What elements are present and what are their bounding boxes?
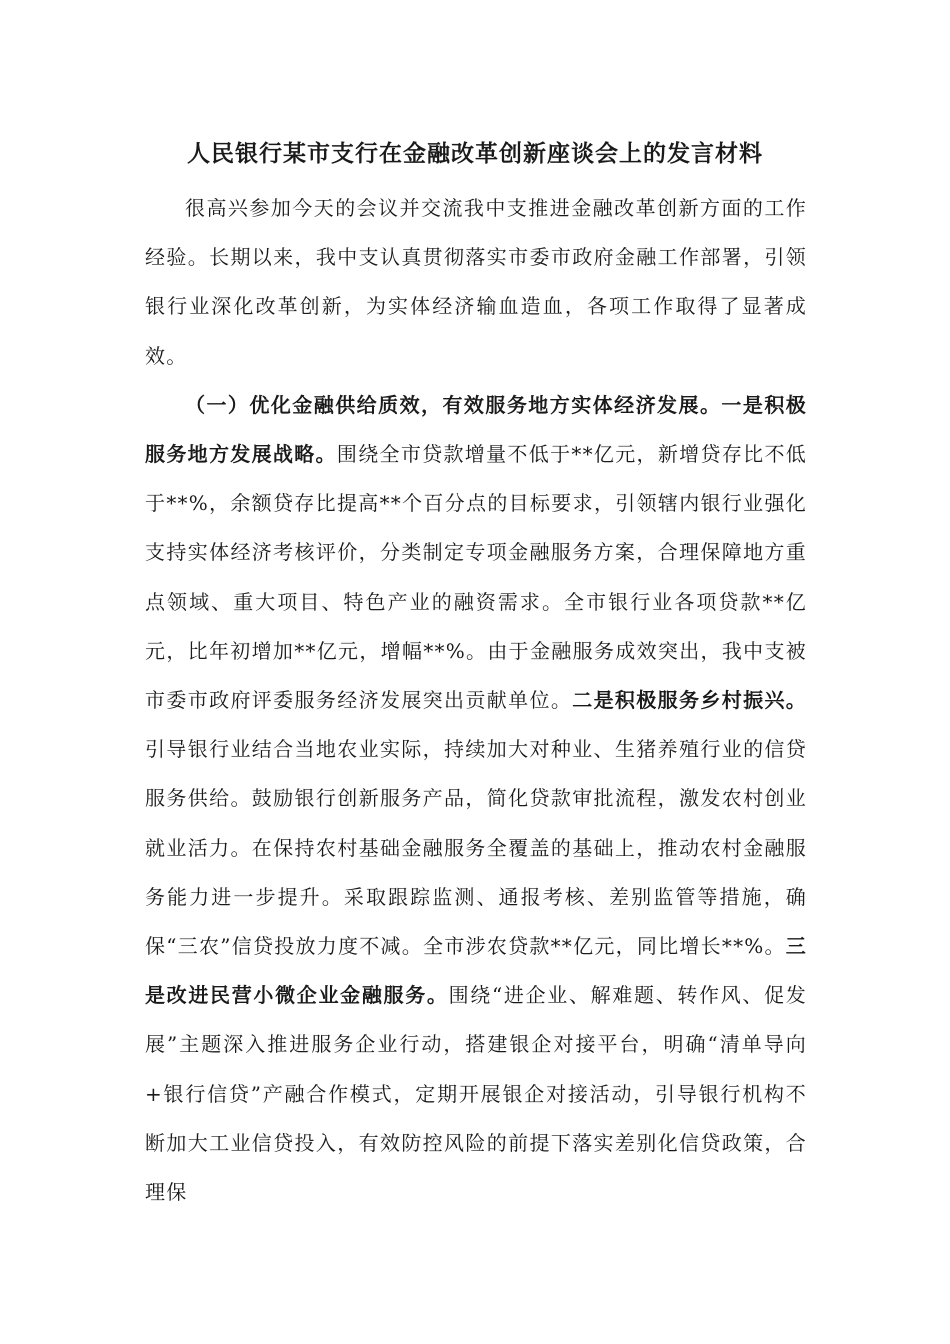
intro-paragraph: 很高兴参加今天的会议并交流我中支推进金融改革创新方面的工作经验。长期以来，我中支认真贯彻落实市委市政府金融工作部署，引领银行业深化改革创新，为实体经济输血造血，各项工作取得了显著成效。: [145, 196, 807, 368]
point-2-text: 引导银行业结合当地农业实际，持续加大对种业、生猪养殖行业的信贷服务供给。鼓励银行创新服务产品，简化贷款审批流程，激发农村创业就业活力。在保持农村基础金融服务全覆盖的基础上，推动农村金融服务能力进一步提升。采取跟踪监测、通报考核、差别监管等措施，确保“三农”信贷投放力度不减。全市涉农贷款**亿元，同比增长**%。: [145, 737, 807, 959]
point-3-title: 三是改进民营小微企业金融服务。: [145, 934, 807, 1008]
section-1-paragraph: [145, 381, 807, 1217]
point-1-title: 一是积极服务地方发展战略。: [145, 392, 807, 467]
document-title: 人民银行某市支行在金融改革创新座谈会上的发言材料: [187, 140, 763, 167]
point-3-text: 围绕“进企业、解难题、转作风、促发展”主题深入推进服务企业行动，搭建银企对接平台，明确“清单导向+银行信贷”产融合作模式，定期开展银企对接活动，引导银行机构不断加大工业信贷投入，有效防控风险的前提下落实差别化信贷政策，合理保: [145, 983, 808, 1205]
point-2-title: 二是积极服务乡村振兴。: [572, 688, 808, 713]
document-body: [145, 184, 807, 1217]
section-1-heading: （一）优化金融供给质效，有效服务地方实体经济发展。: [185, 392, 722, 417]
point-1-text: 围绕全市贷款增量不低于**亿元，新增贷存比不低于**%，余额贷存比提高**个百分点的目标要求，引领辖内银行业强化支持实体经济考核评价，分类制定专项金融服务方案，合理保障地方重点领域、重大项目、特色产业的融资需求。全市银行业各项贷款**亿元，比年初增加**亿元，增幅**%。由于金融服务成效突出，我中支被市委市政府评委服务经济发展突出贡献单位。: [145, 442, 807, 713]
